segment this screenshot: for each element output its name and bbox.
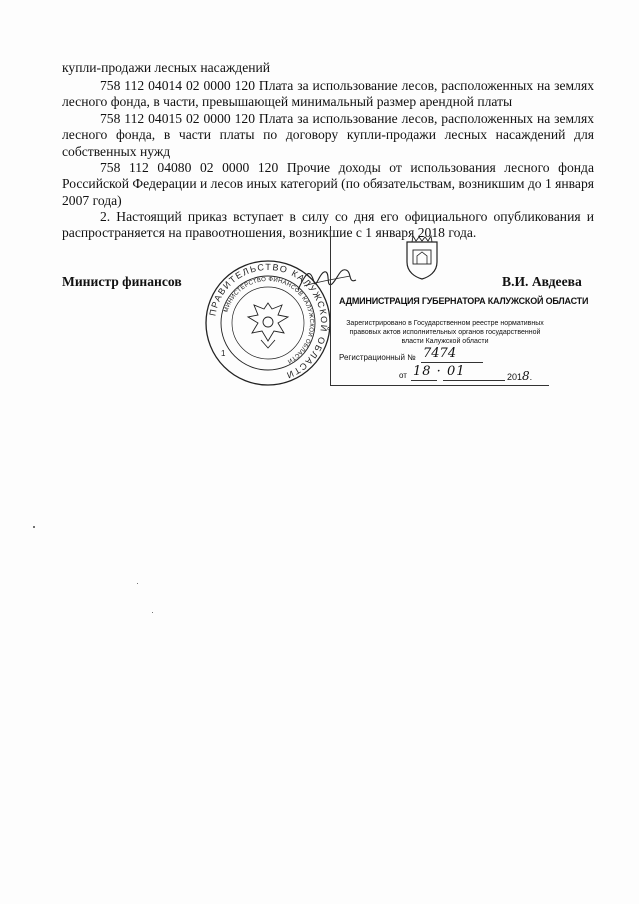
scan-speck	[33, 526, 35, 528]
stamp-body: Зарегистрировано в Государственном реестре нормативных правовых актов исполнительных органов государственной власти Калужской области	[346, 320, 544, 345]
seal-inner-text: МИНИСТЕРСТВО ФИНАНСОВ КАЛУЖСКОЙ ОБЛАСТИ	[223, 276, 315, 365]
registration-date-line-month	[443, 380, 505, 381]
registration-date-line-day	[411, 380, 437, 381]
registration-date-value: 18 · 01	[413, 364, 466, 379]
registration-date-label: от	[399, 371, 407, 380]
seal-number: 1	[221, 349, 226, 358]
signatory-name: В.И. Авдеева	[502, 274, 582, 289]
scan-speck	[152, 612, 153, 613]
registration-year-handwritten: 8	[522, 369, 530, 383]
signatory-title: Министр финансов	[62, 274, 182, 289]
paragraph-kbk-04080: 758 112 04080 02 0000 120 Прочие доходы от использования лесного фонда Российской Федерации и лесов иных категорий (по обязательствам, возникшим до 1 января 2007 года)	[62, 160, 595, 208]
registration-stamp	[330, 226, 589, 386]
eagle-emblem-icon	[248, 303, 288, 348]
registration-number-label: Регистрационный №	[339, 353, 416, 362]
scan-speck	[137, 583, 138, 584]
coat-of-arms-icon	[403, 232, 441, 280]
seal-outer-text: ПРАВИТЕЛЬСТВО КАЛУЖСКОЙ ОБЛАСТИ	[207, 261, 330, 381]
registration-number-line	[421, 362, 483, 363]
registration-year: 2018.	[507, 369, 533, 383]
stamp-title: АДМИНИСТРАЦИЯ ГУБЕРНАТОРА КАЛУЖСКОЙ ОБЛАСТИ	[339, 296, 589, 306]
paragraph-effective-date: 2. Настоящий приказ вступает в силу со дня его официального опубликования и распространяется на правоотношения, возникшие с 1 января 2018 года.	[62, 209, 594, 241]
paragraph-kbk-04015: 758 112 04015 02 0000 120 Плата за использование лесов, расположенных на землях лесного фонда, в части платы по договору купли-продажи лесных насаждений для собственных нужд	[62, 111, 594, 159]
paragraph-continuation: купли-продажи лесных насаждений	[62, 60, 271, 75]
registration-number-value: 7474	[423, 346, 457, 361]
paragraph-kbk-04014: 758 112 04014 02 0000 120 Плата за использование лесов, расположенных на землях лесного фонда, в части, превышающей минимальный размер арендной платы	[62, 78, 594, 110]
